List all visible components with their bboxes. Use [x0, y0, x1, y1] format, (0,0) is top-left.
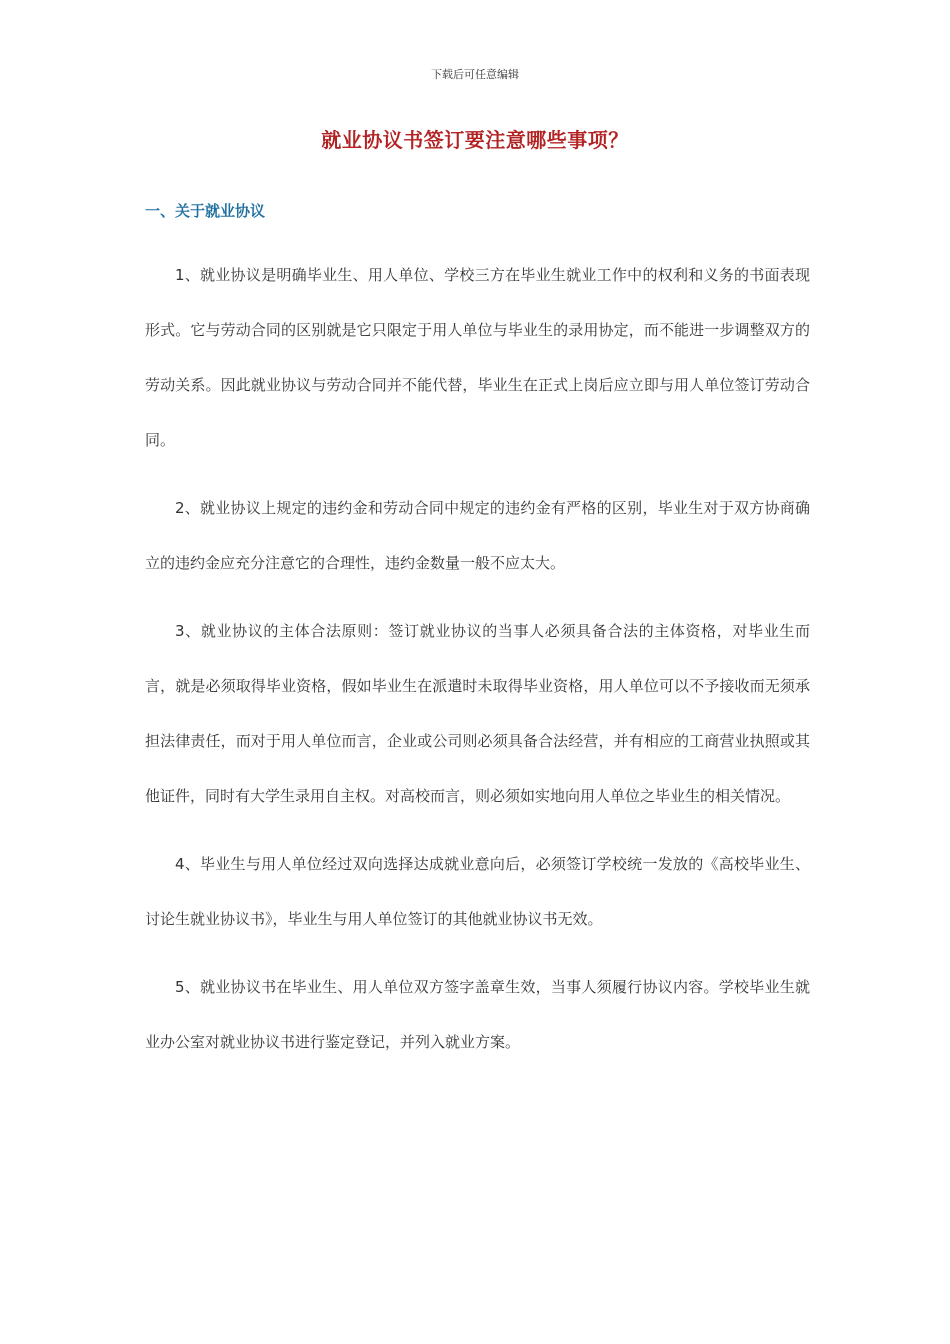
- section-heading: 一、关于就业协议: [145, 202, 266, 220]
- document-body: [145, 248, 810, 1083]
- paragraph-1: 1、就业协议是明确毕业生、用人单位、学校三方在毕业生就业工作中的权利和义务的书面表现形式。它与劳动合同的区别就是它只限定于用人单位与毕业生的录用协定，而不能进一步调整双方的劳动关系。因此就业协议与劳动合同并不能代替，毕业生在正式上岗后应立即与用人单位签订劳动合同。: [145, 266, 810, 449]
- paragraph-2: 2、就业协议上规定的违约金和劳动合同中规定的违约金有严格的区别，毕业生对于双方协商确立的违约金应充分注意它的合理性，违约金数量一般不应太大。: [145, 499, 810, 572]
- paragraph-4: 4、毕业生与用人单位经过双向选择达成就业意向后，必须签订学校统一发放的《高校毕业生、讨论生就业协议书》，毕业生与用人单位签订的其他就业协议书无效。: [145, 855, 810, 928]
- paragraph-5: 5、就业协议书在毕业生、用人单位双方签字盖章生效，当事人须履行协议内容。学校毕业生就业办公室对就业协议书进行鉴定登记，并列入就业方案。: [145, 978, 810, 1051]
- paragraph-3: 3、就业协议的主体合法原则：签订就业协议的当事人必须具备合法的主体资格，对毕业生而言，就是必须取得毕业资格，假如毕业生在派遣时未取得毕业资格，用人单位可以不予接收而无须承担法律责任，而对于用人单位而言，企业或公司则必须具备合法经营，并有相应的工商营业执照或其他证件，同时有大学生录用自主权。对高校而言，则必须如实地向用人单位之毕业生的相关情况。: [145, 622, 810, 805]
- header-note: 下载后可任意编辑: [431, 68, 519, 81]
- page-title: 就业协议书签订要注意哪些事项？: [321, 128, 629, 152]
